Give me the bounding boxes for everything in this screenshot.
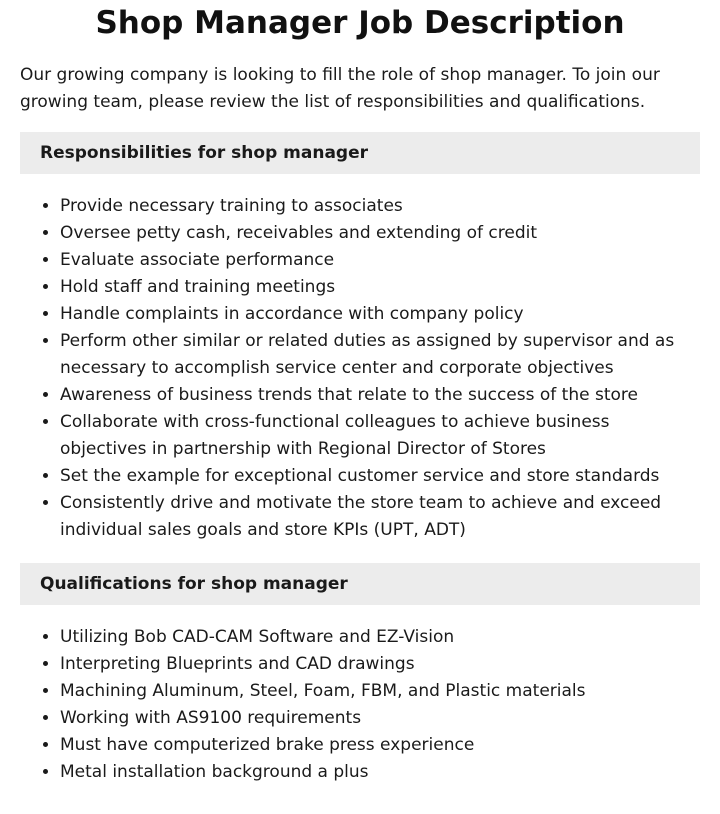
list-item: • Machining Aluminum, Steel, Foam, FBM, and Plastic materials [60, 678, 700, 705]
list-item: • Evaluate associate performance [60, 247, 700, 274]
list-item: • Hold staff and training meetings [60, 274, 700, 301]
qualifications-heading: Qualifications for shop manager [20, 563, 700, 605]
list-item: • Metal installation background a plus [60, 759, 700, 786]
list-item: • Interpreting Blueprints and CAD drawings [60, 651, 700, 678]
list-item: • Utilizing Bob CAD-CAM Software and EZ-Vision [60, 624, 700, 651]
responsibilities-heading: Responsibilities for shop manager [20, 132, 700, 174]
list-item: • Must have computerized brake press experience [60, 732, 700, 759]
list-item: • Awareness of business trends that relate to the success of the store [60, 382, 700, 409]
list-item: • Collaborate with cross-functional colleagues to achieve business objectives in partnership with Regional Director of Stores [60, 409, 700, 463]
list-item: • Consistently drive and motivate the store team to achieve and exceed individual sales goals and store KPIs (UPT, ADT) [60, 490, 700, 544]
list-item: • Set the example for exceptional customer service and store standards [60, 463, 700, 490]
list-item: • Perform other similar or related duties as assigned by supervisor and as necessary to accomplish service center and corporate objectives [60, 328, 700, 382]
list-item: • Provide necessary training to associates [60, 193, 700, 220]
page-title: Shop Manager Job Description [95, 5, 625, 41]
list-item: • Handle complaints in accordance with company policy [60, 301, 700, 328]
responsibilities-list [20, 193, 700, 544]
list-item: • Oversee petty cash, receivables and extending of credit [60, 220, 700, 247]
qualifications-list [20, 624, 700, 786]
list-item: • Working with AS9100 requirements [60, 705, 700, 732]
intro-paragraph: Our growing company is looking to fill the role of shop manager. To join our growing team, please review the list of responsibilities and qualifications. [20, 65, 660, 112]
